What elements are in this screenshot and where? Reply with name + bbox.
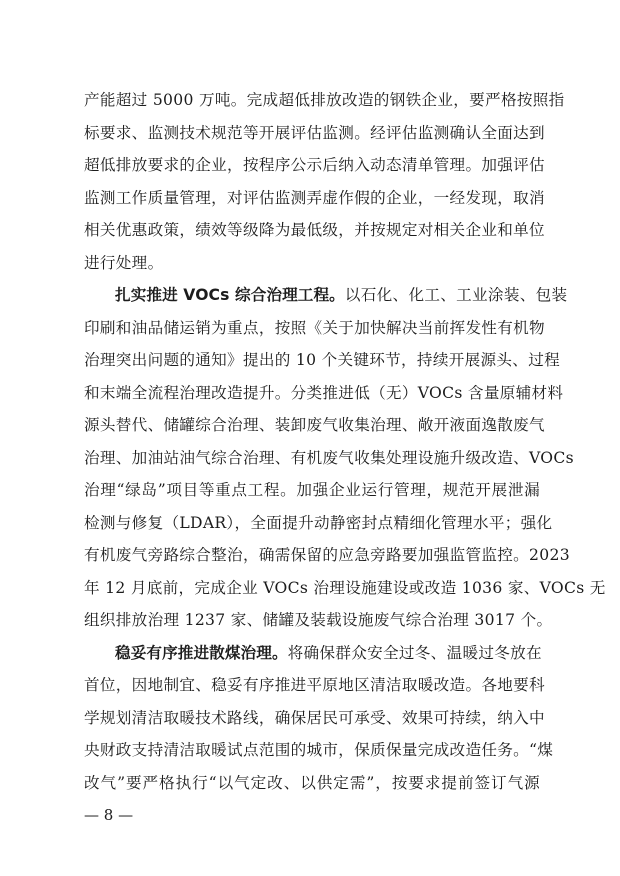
text-line: 产能超过 5000 万吨。完成超低排放改造的钢铁企业，要严格按照指 <box>84 91 565 109</box>
paragraph-loose-coal-governance <box>84 637 554 800</box>
text-line: 组织排放治理 1237 家、储罐及装载设施废气综合治理 3017 个。 <box>84 611 553 629</box>
text-line: 和末端全流程治理改造提升。分类推进低（无）VOCs 含量原辅材料 <box>84 383 564 402</box>
body-text <box>84 84 606 799</box>
text-line <box>84 637 540 670</box>
text-line: 治理突出问题的通知》提出的 10 个关键环节，持续开展源头、过程 <box>84 351 560 369</box>
text-line: 央财政支持清洁取暖试点范围的城市，保质保量完成改造任务。“煤 <box>84 741 554 759</box>
text-line: 学规划清洁取暖技术路线，确保居民可承受、效果可持续，纳入中 <box>84 708 545 727</box>
paragraph-heading: 扎实推进 VOCs 综合治理工程。 <box>115 286 345 304</box>
text-line: 源头替代、储罐综合治理、装卸废气收集治理、敞开液面逸散废气 <box>84 416 545 434</box>
text-line: 治理、加油站油气综合治理、有机废气收集处理设施升级改造、VOCs <box>84 448 574 467</box>
page-number: — 8 — <box>84 806 134 824</box>
text-line: 年 12 月底前，完成企业 VOCs 治理设施建设或改造 1036 家、VOCs 无 <box>84 578 606 597</box>
paragraph-steel-ultra-low-emission <box>84 84 565 279</box>
text-line <box>84 279 568 312</box>
text-line: 监测工作质量管理，对评估监测弄虚作假的企业，一经发现，取消 <box>84 188 545 207</box>
text-run: 将确保群众安全过冬、温暖过冬放在 <box>287 643 542 662</box>
paragraph-vocs-governance <box>84 279 606 637</box>
text-line: 改气”要严格执行“以气定改、以供定需”，按要求提前签订气源 <box>84 773 540 792</box>
text-line: 标要求、监测技术规范等开展评估监测。经评估监测确认全面达到 <box>84 123 545 142</box>
text-line: 治理“绿岛”项目等重点工程。加强企业运行管理，规范开展泄漏 <box>84 481 540 499</box>
text-run: 以石化、化工、工业涂装、包装 <box>344 286 568 304</box>
text-line: 相关优惠政策，绩效等级降为最低级，并按规定对相关企业和单位 <box>84 221 545 239</box>
text-line: 印刷和油品储运销为重点，按照《关于加快解决当前挥发性有机物 <box>84 318 545 337</box>
text-line: 首位，因地制宜、稳妥有序推进平原地区清洁取暖改造。各地要科 <box>84 676 545 694</box>
text-line: 有机废气旁路综合整治，确需保留的应急旁路要加强监管监控。2023 <box>84 546 570 564</box>
paragraph-heading: 稳妥有序推进散煤治理。 <box>115 643 288 662</box>
text-line: 超低排放要求的企业，按程序公示后纳入动态清单管理。加强评估 <box>84 156 545 174</box>
text-line: 检测与修复（LDAR），全面提升动静密封点精细化管理水平；强化 <box>84 513 553 532</box>
text-line: 进行处理。 <box>84 253 164 272</box>
